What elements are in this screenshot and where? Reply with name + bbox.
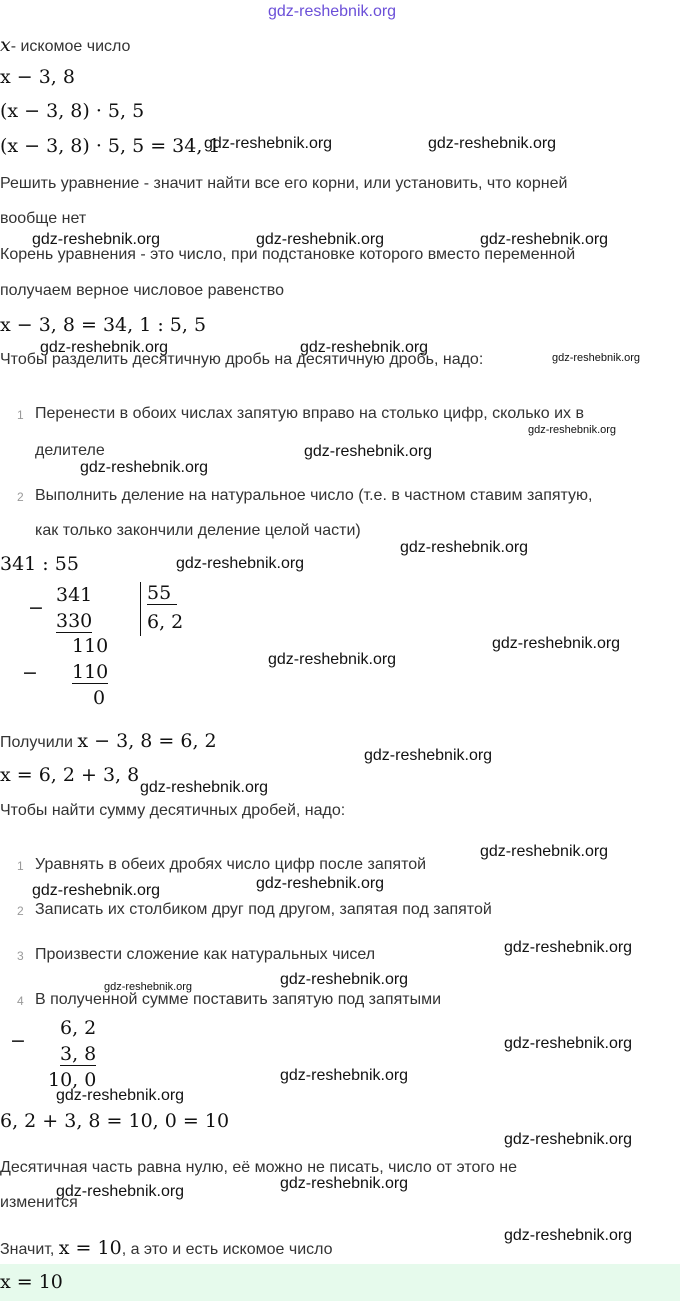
watermark: gdz-reshebnik.org: [204, 135, 333, 152]
division-expression: 341 : 55: [0, 553, 79, 575]
watermark: gdz-reshebnik.org: [176, 555, 305, 572]
list2-number: 3: [17, 949, 24, 963]
division-subtrahend-2: 110: [72, 661, 109, 683]
var-x: x: [0, 34, 11, 56]
equation-1: (x − 3, 8) · 5, 5 = 34, 1: [0, 135, 221, 157]
watermark: gdz-reshebnik.org: [304, 443, 433, 460]
watermark: gdz-reshebnik.org: [140, 779, 269, 796]
site-watermark-top[interactable]: gdz-reshebnik.org: [268, 3, 397, 20]
watermark: gdz-reshebnik.org: [400, 539, 529, 556]
division-remainder-1: 110: [72, 635, 109, 657]
watermark: gdz-reshebnik.org: [80, 459, 209, 476]
division-subtrahend-1: 330: [56, 610, 93, 632]
watermark: gdz-reshebnik.org: [56, 1183, 185, 1200]
list1-item-2-line-2: как только закончили деление целой части): [35, 522, 361, 539]
list2-item-2: Записать их столбиком друг под другом, запятая под запятой: [35, 901, 492, 918]
watermark: gdz-reshebnik.org: [552, 352, 641, 364]
sum-equation: 6, 2 + 3, 8 = 10, 0 = 10: [0, 1110, 230, 1132]
watermark: gdz-reshebnik.org: [504, 939, 633, 956]
list1-number: 2: [17, 490, 24, 504]
division-bar: [140, 582, 141, 636]
watermark: gdz-reshebnik.org: [256, 231, 385, 248]
intro-text: - искомое число: [10, 38, 131, 55]
watermark: gdz-reshebnik.org: [428, 135, 557, 152]
addition-sign: −: [10, 1030, 26, 1052]
expression-1: x − 3, 8: [0, 66, 75, 88]
watermark: gdz-reshebnik.org: [528, 424, 617, 436]
watermark: gdz-reshebnik.org: [104, 981, 193, 993]
conclusion-line: [0, 1237, 333, 1259]
list1-item-2-line-1: Выполнить деление на натуральное число (т.е. в частном ставим запятую,: [35, 487, 593, 504]
answer: x = 10: [0, 1271, 63, 1293]
paragraph-3: Чтобы разделить десятичную дробь на десятичную дробь, надо:: [0, 351, 484, 368]
list2-item-1: Уравнять в обеих дробях число цифр после запятой: [35, 856, 427, 873]
list2-item-4: В полученной сумме поставить запятую под запятыми: [35, 991, 442, 1008]
division-minus-2: −: [22, 662, 38, 684]
addition-term-b: 3, 8: [60, 1043, 97, 1065]
list1-item-1-line-1: Перенести в обоих числах запятую вправо на столько цифр, сколько их в: [35, 405, 584, 422]
got-equation: x − 3, 8 = 6, 2: [77, 730, 217, 752]
watermark: gdz-reshebnik.org: [280, 971, 409, 988]
watermark: gdz-reshebnik.org: [504, 1035, 633, 1052]
watermark: gdz-reshebnik.org: [504, 1131, 633, 1148]
division-remainder-2: 0: [93, 687, 106, 709]
watermark: gdz-reshebnik.org: [300, 339, 429, 356]
watermark: gdz-reshebnik.org: [280, 1175, 409, 1192]
paragraph-4: Чтобы найти сумму десятичных дробей, надо:: [0, 802, 346, 819]
paragraph-1-line-2: вообще нет: [0, 210, 87, 227]
division-divisor: 55: [147, 582, 177, 605]
watermark: gdz-reshebnik.org: [256, 875, 385, 892]
watermark: gdz-reshebnik.org: [32, 882, 161, 899]
answer-box: [0, 1264, 680, 1301]
got-line: [0, 730, 217, 752]
paragraph-5-line-2: изменится: [0, 1194, 78, 1211]
got-label: Получили: [0, 734, 73, 751]
equation-2: x − 3, 8 = 34, 1 : 5, 5: [0, 314, 207, 336]
watermark: gdz-reshebnik.org: [40, 339, 169, 356]
watermark: gdz-reshebnik.org: [480, 231, 609, 248]
watermark: gdz-reshebnik.org: [56, 1087, 185, 1104]
equation-3: x = 6, 2 + 3, 8: [0, 764, 140, 786]
list2-item-3: Произвести сложение как натуральных чисел: [35, 946, 376, 963]
division-dividend: 341: [56, 584, 93, 606]
list2-number: 1: [17, 859, 24, 873]
list1-item-1-line-2: делителе: [35, 442, 105, 459]
list2-number: 4: [17, 994, 24, 1008]
paragraph-1-line-1: Решить уравнение - значит найти все его корни, или установить, что корней: [0, 175, 568, 192]
watermark: gdz-reshebnik.org: [480, 843, 609, 860]
watermark: gdz-reshebnik.org: [268, 651, 397, 668]
paragraph-2-line-1: Корень уравнения - это число, при подстановке которого вместо переменной: [0, 246, 576, 263]
intro-line: [0, 34, 130, 56]
watermark: gdz-reshebnik.org: [32, 231, 161, 248]
paragraph-5-line-1: Десятичная часть равна нулю, её можно не писать, число от этого не: [0, 1159, 517, 1176]
watermark: gdz-reshebnik.org: [504, 1227, 633, 1244]
list1-number: 1: [17, 408, 24, 422]
watermark: gdz-reshebnik.org: [492, 635, 621, 652]
paragraph-2-line-2: получаем верное числовое равенство: [0, 282, 284, 299]
conclusion-post: , а это и есть искомое число: [121, 1241, 333, 1258]
division-quotient: 6, 2: [147, 611, 184, 633]
watermark: gdz-reshebnik.org: [364, 747, 493, 764]
conclusion-pre: Значит,: [0, 1241, 55, 1258]
list2-number: 2: [17, 904, 24, 918]
addition-sum: 10, 0: [48, 1069, 97, 1091]
expression-2: (x − 3, 8) · 5, 5: [0, 100, 145, 122]
conclusion-equation: x = 10: [58, 1237, 122, 1259]
division-minus-1: −: [28, 597, 44, 619]
watermark: gdz-reshebnik.org: [280, 1067, 409, 1084]
addition-term-a: 6, 2: [60, 1017, 97, 1039]
